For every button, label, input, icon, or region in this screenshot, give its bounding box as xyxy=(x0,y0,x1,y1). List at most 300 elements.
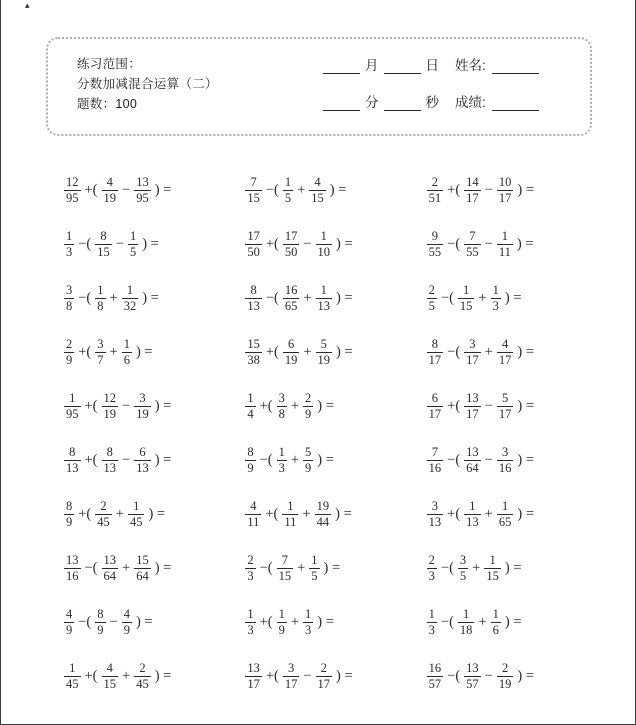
fraction xyxy=(497,175,514,205)
fraction xyxy=(277,553,294,583)
operator: −( xyxy=(78,613,92,630)
fraction xyxy=(491,607,501,637)
fraction xyxy=(427,607,437,637)
fraction-numerator: 2 xyxy=(428,553,435,568)
fraction-numerator: 12 xyxy=(66,175,79,190)
fraction-denominator: 17 xyxy=(498,352,512,367)
operator: −( xyxy=(78,235,92,252)
fraction xyxy=(427,229,444,259)
problem xyxy=(63,229,244,259)
operator: +( xyxy=(447,397,461,414)
fraction-numerator: 8 xyxy=(100,229,107,244)
fraction xyxy=(245,445,255,475)
fraction xyxy=(427,175,444,205)
fraction-denominator: 11 xyxy=(247,514,260,529)
problem xyxy=(244,661,425,691)
fraction-denominator: 55 xyxy=(466,244,479,259)
fraction xyxy=(64,499,74,529)
fraction-numerator: 3 xyxy=(459,553,467,568)
problem xyxy=(426,553,607,583)
second-label: 秒 xyxy=(425,95,439,110)
operator: ) = xyxy=(148,505,166,522)
fraction-denominator: 8 xyxy=(278,406,285,421)
fraction-numerator: 1 xyxy=(320,283,327,298)
operator: + xyxy=(478,289,487,306)
operator: +( xyxy=(84,451,98,468)
operator: −( xyxy=(440,289,454,306)
fraction xyxy=(64,175,81,205)
fraction xyxy=(497,391,514,421)
operator: + xyxy=(472,559,481,576)
fraction-denominator: 5 xyxy=(459,568,467,583)
fraction xyxy=(283,175,293,205)
fraction-numerator: 1 xyxy=(278,445,285,460)
operator: − xyxy=(484,181,493,198)
fraction-numerator: 2 xyxy=(428,283,435,298)
fraction xyxy=(102,175,119,205)
fraction-numerator: 13 xyxy=(466,445,479,460)
fraction xyxy=(245,607,255,637)
fraction-numerator: 1 xyxy=(66,229,73,244)
operator: +( xyxy=(84,667,98,684)
fraction-numerator: 3 xyxy=(97,337,104,352)
fraction xyxy=(464,445,481,475)
fraction-denominator: 50 xyxy=(284,244,298,259)
operator: ) = xyxy=(154,181,172,198)
day-label: 日 xyxy=(425,58,439,73)
fraction xyxy=(64,283,74,313)
fraction-numerator: 13 xyxy=(103,553,117,568)
fraction-numerator: 8 xyxy=(69,445,76,460)
fraction-numerator: 13 xyxy=(466,661,479,676)
fraction-numerator: 19 xyxy=(316,499,330,514)
fraction xyxy=(427,391,444,421)
fraction-denominator: 16 xyxy=(498,460,512,475)
fraction xyxy=(95,283,105,313)
operator: ) = xyxy=(516,235,534,252)
operator: −( xyxy=(265,289,279,306)
operator: ) = xyxy=(154,559,172,576)
fraction-denominator: 3 xyxy=(305,622,312,637)
fraction xyxy=(464,499,481,529)
operator: ) = xyxy=(317,613,334,630)
worksheet-title: 分数加减混合运算（二） xyxy=(77,77,218,91)
fraction-numerator: 1 xyxy=(305,607,312,622)
fraction-numerator: 1 xyxy=(133,499,140,514)
fraction-denominator: 4 xyxy=(247,406,254,421)
fraction xyxy=(277,607,287,637)
fraction-numerator: 3 xyxy=(287,661,295,676)
date-name-row xyxy=(318,57,539,74)
score-blank xyxy=(492,96,539,111)
fraction-denominator: 3 xyxy=(247,568,254,583)
fraction-denominator: 19 xyxy=(103,190,117,205)
fraction xyxy=(283,283,300,313)
fraction xyxy=(128,499,145,529)
fraction-numerator: 1 xyxy=(126,283,134,298)
fraction xyxy=(245,337,262,367)
problem xyxy=(244,229,425,259)
fraction xyxy=(64,229,74,259)
fraction-denominator: 5 xyxy=(311,568,318,583)
minute-label: 分 xyxy=(365,95,379,110)
operator: +( xyxy=(84,181,98,198)
fraction-numerator: 14 xyxy=(466,175,479,190)
fraction xyxy=(134,553,151,583)
fraction-numerator: 3 xyxy=(431,499,439,514)
fraction xyxy=(245,175,262,205)
operator: −( xyxy=(447,235,461,252)
operator: ) = xyxy=(504,613,522,630)
operator: +( xyxy=(447,181,461,198)
problem xyxy=(426,499,607,529)
fraction-numerator: 5 xyxy=(320,337,327,352)
fraction-numerator: 13 xyxy=(66,553,79,568)
fraction-denominator: 3 xyxy=(492,298,499,313)
fraction-numerator: 1 xyxy=(492,283,499,298)
operator: − xyxy=(484,451,493,468)
question-count-label: 题数：100 xyxy=(77,97,138,111)
fraction-numerator: 3 xyxy=(469,337,476,352)
fraction xyxy=(122,283,139,313)
fraction-numerator: 2 xyxy=(305,391,312,406)
fraction xyxy=(464,661,481,691)
fraction xyxy=(102,553,119,583)
fraction-denominator: 65 xyxy=(498,514,512,529)
operator: − xyxy=(115,235,124,252)
operator: −( xyxy=(440,613,454,630)
fraction-denominator: 55 xyxy=(428,244,442,259)
month-blank xyxy=(323,59,360,74)
fraction xyxy=(427,283,437,313)
fraction-denominator: 38 xyxy=(247,352,260,367)
fraction xyxy=(497,337,514,367)
operator: ) = xyxy=(504,559,522,576)
fraction-denominator: 51 xyxy=(428,190,442,205)
fraction-numerator: 8 xyxy=(66,499,73,514)
fraction-denominator: 9 xyxy=(97,622,104,637)
operator: − xyxy=(484,235,493,252)
fraction-denominator: 3 xyxy=(428,622,435,637)
fraction-denominator: 45 xyxy=(136,676,149,691)
fraction xyxy=(134,445,151,475)
fraction xyxy=(245,229,262,259)
fraction-denominator: 13 xyxy=(136,460,149,475)
fraction xyxy=(427,337,444,367)
operator: − xyxy=(109,613,118,630)
fraction-numerator: 3 xyxy=(139,391,146,406)
fraction-denominator: 13 xyxy=(466,514,479,529)
problem xyxy=(244,607,425,637)
fraction-numerator: 8 xyxy=(97,607,104,622)
fraction xyxy=(464,337,481,367)
operator: +( xyxy=(265,667,279,684)
fraction-numerator: 9 xyxy=(431,229,439,244)
fraction-denominator: 5 xyxy=(284,190,292,205)
operator: ) = xyxy=(135,343,153,360)
fraction xyxy=(64,661,81,691)
worksheet-info xyxy=(77,54,218,114)
fraction-numerator: 1 xyxy=(123,337,130,352)
operator: +( xyxy=(78,505,92,522)
fraction-numerator: 2 xyxy=(66,337,73,352)
fraction-denominator: 11 xyxy=(284,514,297,529)
problem xyxy=(426,229,607,259)
fraction-denominator: 9 xyxy=(247,460,254,475)
operator: + xyxy=(302,505,311,522)
operator: − xyxy=(122,451,131,468)
fraction xyxy=(122,607,132,637)
minute-blank xyxy=(323,96,360,111)
operator: + xyxy=(290,613,300,630)
operator: ) = xyxy=(504,289,522,306)
fraction-numerator: 1 xyxy=(97,283,104,298)
fraction-denominator: 15 xyxy=(486,568,499,583)
fraction-denominator: 19 xyxy=(103,406,117,421)
fraction-denominator: 17 xyxy=(317,676,331,691)
fraction-numerator: 5 xyxy=(501,391,509,406)
fraction-denominator: 95 xyxy=(66,406,79,421)
fraction-numerator: 2 xyxy=(100,499,107,514)
fraction-denominator: 17 xyxy=(466,406,479,421)
fraction xyxy=(134,391,151,421)
fraction-denominator: 16 xyxy=(66,568,79,583)
fraction xyxy=(95,607,105,637)
fraction-denominator: 32 xyxy=(123,298,137,313)
operator: − xyxy=(122,397,131,414)
fraction xyxy=(282,499,298,529)
fraction-numerator: 1 xyxy=(489,553,496,568)
fraction-denominator: 19 xyxy=(284,352,298,367)
fraction-numerator: 2 xyxy=(139,661,146,676)
fraction-numerator: 7 xyxy=(281,553,288,568)
fraction xyxy=(64,607,74,637)
fraction-denominator: 9 xyxy=(278,622,285,637)
fraction xyxy=(315,499,332,529)
fraction-numerator: 1 xyxy=(463,607,470,622)
fraction-denominator: 6 xyxy=(123,352,130,367)
fraction-numerator: 6 xyxy=(139,445,146,460)
operator: − xyxy=(303,667,312,684)
operator: + xyxy=(484,343,493,360)
fraction-denominator: 9 xyxy=(66,622,73,637)
fraction xyxy=(316,283,333,313)
fraction xyxy=(303,607,313,637)
problem xyxy=(63,337,244,367)
fraction-numerator: 16 xyxy=(284,283,298,298)
operator: −( xyxy=(259,559,273,576)
fraction xyxy=(134,175,151,205)
operator: −( xyxy=(447,343,461,360)
fill-in-area xyxy=(318,57,539,111)
fraction-denominator: 65 xyxy=(284,298,298,313)
fraction-denominator: 17 xyxy=(466,352,479,367)
operator: ) = xyxy=(135,613,153,630)
fraction xyxy=(134,661,151,691)
fraction-denominator: 9 xyxy=(66,514,73,529)
operator: −( xyxy=(84,559,98,576)
fraction-denominator: 13 xyxy=(103,460,117,475)
fraction-numerator: 1 xyxy=(320,229,327,244)
problem xyxy=(244,175,425,205)
operator: ) = xyxy=(336,667,353,684)
fraction-numerator: 17 xyxy=(284,229,298,244)
operator: +( xyxy=(265,235,279,252)
fraction-denominator: 45 xyxy=(97,514,110,529)
fraction-denominator: 7 xyxy=(97,352,104,367)
fraction-numerator: 4 xyxy=(106,175,113,190)
fraction xyxy=(64,553,81,583)
fraction-numerator: 13 xyxy=(136,175,149,190)
operator: − xyxy=(303,235,312,252)
problem xyxy=(426,607,607,637)
fraction xyxy=(491,283,501,313)
fraction-denominator: 19 xyxy=(317,352,331,367)
fraction xyxy=(245,661,262,691)
fraction xyxy=(277,445,287,475)
fraction-numerator: 8 xyxy=(106,445,113,460)
page-corner-mark: ▴ xyxy=(25,0,30,10)
fraction-denominator: 17 xyxy=(498,190,512,205)
fraction-numerator: 13 xyxy=(466,391,479,406)
problem xyxy=(63,391,244,421)
fraction xyxy=(497,499,514,529)
fraction xyxy=(458,607,475,637)
operator: + xyxy=(115,505,124,522)
problem xyxy=(63,283,244,313)
fraction-denominator: 16 xyxy=(428,460,442,475)
operator: + xyxy=(122,559,131,576)
fraction-denominator: 57 xyxy=(428,676,442,691)
operator: ) = xyxy=(317,451,334,468)
fraction-denominator: 17 xyxy=(428,406,442,421)
fraction-denominator: 50 xyxy=(247,244,260,259)
operator: +( xyxy=(78,343,92,360)
fraction-denominator: 95 xyxy=(66,190,79,205)
fraction-denominator: 3 xyxy=(66,244,73,259)
operator: ) = xyxy=(154,667,172,684)
fraction-numerator: 2 xyxy=(431,175,439,190)
fraction-numerator: 10 xyxy=(498,175,512,190)
practice-scope-label: 练习范围： xyxy=(77,57,142,71)
fraction-numerator: 4 xyxy=(123,607,130,622)
fraction-denominator: 10 xyxy=(317,244,331,259)
fraction-denominator: 6 xyxy=(492,622,499,637)
fraction-denominator: 17 xyxy=(428,352,442,367)
fraction-denominator: 3 xyxy=(247,622,254,637)
fraction xyxy=(95,499,112,529)
operator: ) = xyxy=(517,397,534,414)
fraction xyxy=(309,175,326,205)
fraction-numerator: 2 xyxy=(501,661,509,676)
fraction-denominator: 95 xyxy=(136,190,149,205)
time-score-row xyxy=(318,94,539,111)
problem xyxy=(426,175,607,205)
operator: + xyxy=(290,397,300,414)
operator: + xyxy=(297,181,306,198)
fraction-numerator: 6 xyxy=(431,391,439,406)
fraction-denominator: 9 xyxy=(305,460,312,475)
problem xyxy=(244,337,425,367)
operator: + xyxy=(303,289,312,306)
fraction xyxy=(458,553,468,583)
fraction xyxy=(102,391,119,421)
fraction-denominator: 9 xyxy=(66,352,73,367)
fraction xyxy=(427,499,444,529)
fraction-numerator: 4 xyxy=(66,607,73,622)
problem xyxy=(426,445,607,475)
fraction-numerator: 13 xyxy=(247,661,260,676)
fraction-denominator: 3 xyxy=(278,460,285,475)
fraction xyxy=(303,391,313,421)
operator: +( xyxy=(447,505,461,522)
fraction xyxy=(277,391,287,421)
fraction-numerator: 3 xyxy=(278,391,285,406)
fraction-numerator: 1 xyxy=(284,175,292,190)
fraction-denominator: 15 xyxy=(459,298,473,313)
operator: + xyxy=(122,667,131,684)
fraction-numerator: 12 xyxy=(103,391,117,406)
fraction xyxy=(303,445,313,475)
fraction-denominator: 44 xyxy=(316,514,330,529)
fraction-numerator: 7 xyxy=(250,175,257,190)
fraction-denominator: 64 xyxy=(136,568,149,583)
operator: −( xyxy=(78,289,92,306)
operator: ) = xyxy=(336,235,353,252)
fraction-numerator: 3 xyxy=(501,445,509,460)
fraction-numerator: 1 xyxy=(492,607,499,622)
fraction xyxy=(95,337,105,367)
problem xyxy=(426,391,607,421)
fraction xyxy=(102,445,119,475)
fraction-denominator: 64 xyxy=(466,460,479,475)
header-box xyxy=(46,37,592,136)
fraction-numerator: 4 xyxy=(314,175,321,190)
second-blank xyxy=(384,96,421,111)
fraction-denominator: 17 xyxy=(498,406,512,421)
fraction-numerator: 6 xyxy=(287,337,295,352)
operator: −( xyxy=(440,559,454,576)
fraction-denominator: 5 xyxy=(129,244,137,259)
fraction-numerator: 1 xyxy=(501,229,508,244)
fraction-denominator: 13 xyxy=(317,298,331,313)
fraction-numerator: 4 xyxy=(501,337,509,352)
operator: ) = xyxy=(329,181,347,198)
fraction-numerator: 1 xyxy=(469,499,476,514)
fraction xyxy=(309,553,319,583)
fraction-numerator: 1 xyxy=(247,607,254,622)
fraction xyxy=(64,337,74,367)
fraction xyxy=(245,283,262,313)
operator: + xyxy=(109,289,118,306)
problem xyxy=(426,661,607,691)
fraction xyxy=(427,445,444,475)
problem xyxy=(426,337,607,367)
fraction-numerator: 1 xyxy=(501,499,509,514)
fraction-numerator: 2 xyxy=(320,661,327,676)
fraction-numerator: 16 xyxy=(428,661,442,676)
fraction-numerator: 1 xyxy=(247,391,254,406)
fraction-denominator: 45 xyxy=(129,514,143,529)
fraction xyxy=(245,391,255,421)
fraction-denominator: 5 xyxy=(428,298,435,313)
fraction-numerator: 1 xyxy=(278,607,285,622)
problem xyxy=(244,553,425,583)
operator: ) = xyxy=(142,289,159,306)
problem xyxy=(244,283,425,313)
fraction xyxy=(245,553,255,583)
fraction-numerator: 15 xyxy=(247,337,260,352)
